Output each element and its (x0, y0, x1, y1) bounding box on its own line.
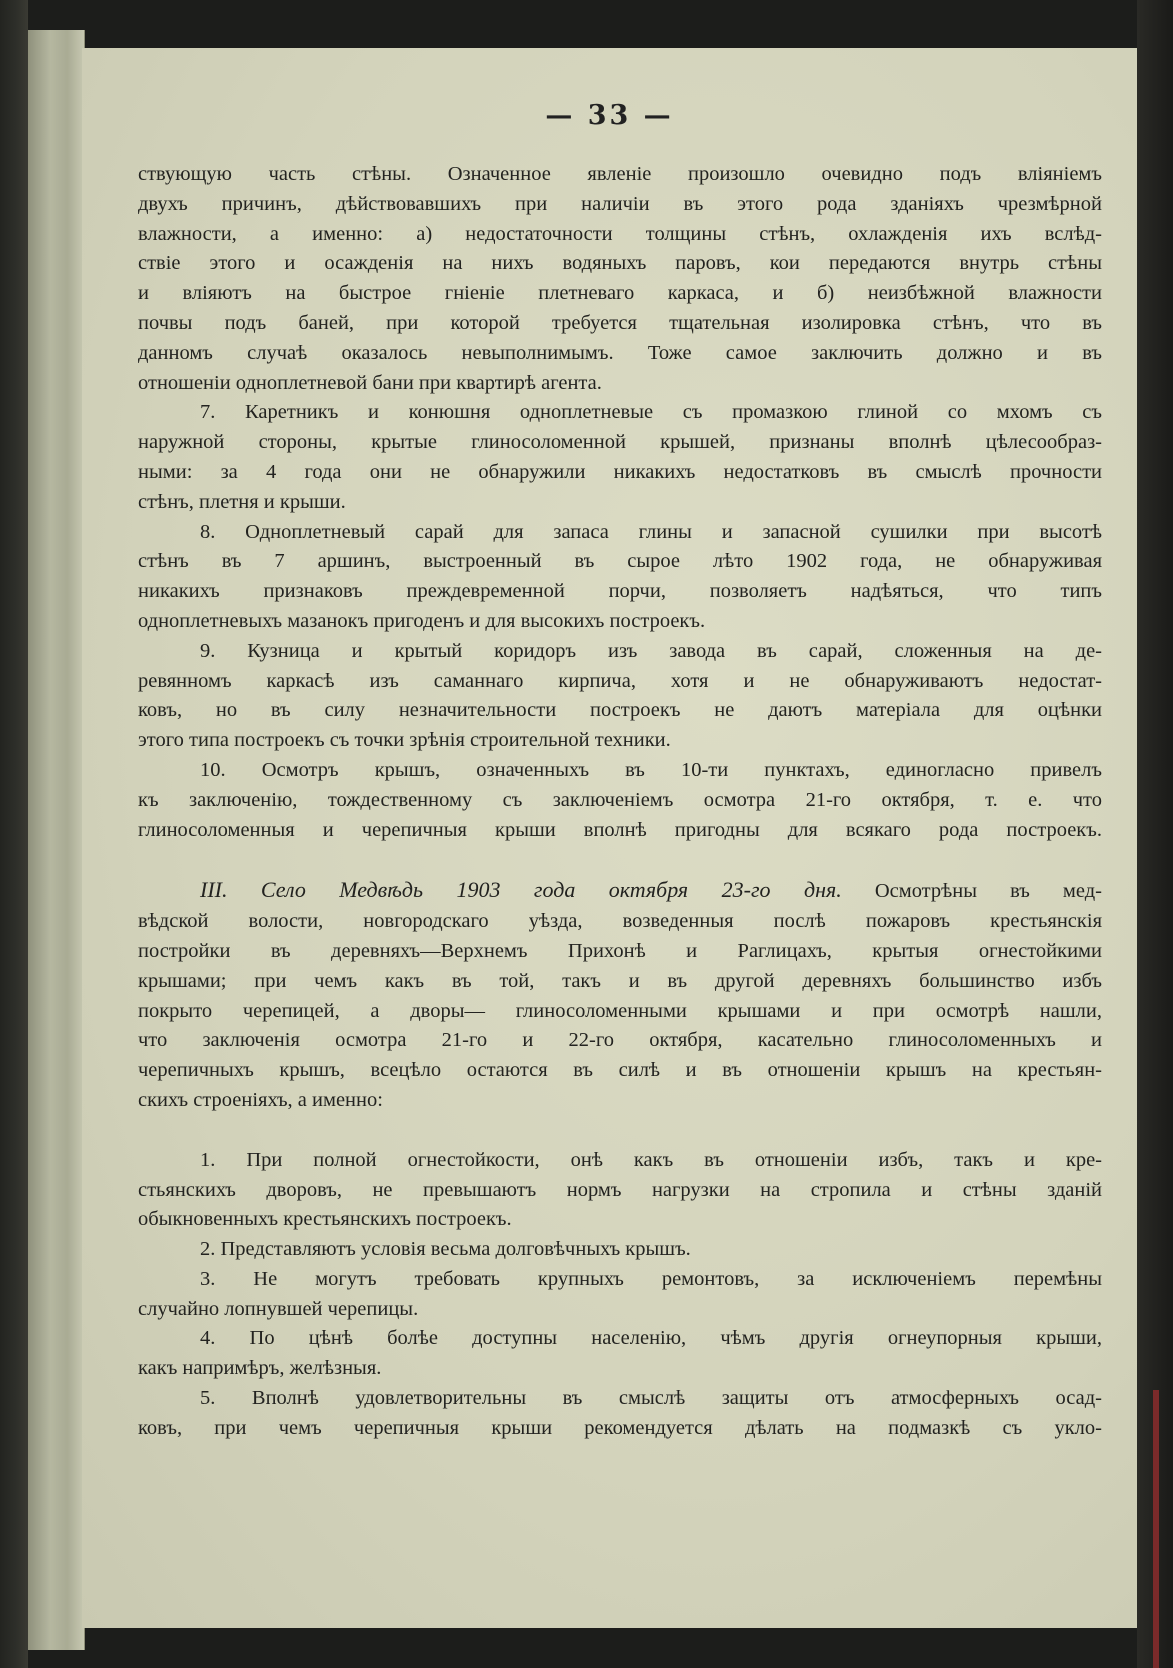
text-line: 2. Представляютъ условія весьма долговѣчныхъ крышъ. (200, 1238, 691, 1261)
section-first-line-rest: Осмотрѣны въ мед- (841, 880, 1102, 903)
section-iii (138, 875, 1102, 1115)
text-line: что заключенія осмотра 21-го и 22-го октября, касательно глиносоломенныхъ и (138, 1029, 1102, 1052)
paragraph-item-9 (138, 637, 1102, 756)
body-text (138, 160, 1102, 1444)
text-line: постройки въ деревняхъ—Верхнемъ Прихонѣ и Раглицахъ, крытыя огнестойкими (138, 939, 1102, 962)
paragraph-item-8 (138, 518, 1102, 637)
paragraph-continuation (138, 160, 1102, 398)
cover-edge (1153, 1390, 1159, 1668)
text-line: случайно лопнувшей черепицы. (138, 1297, 419, 1320)
text-line: ствующую часть стѣны. Означенное явленіе произошло очевидно подъ вліяніемъ (138, 163, 1102, 185)
text-line: къ заключенію, тождественному съ заключеніемъ осмотра 21-го октября, т. е. что (138, 788, 1102, 811)
page-number: — 33 — (545, 100, 674, 131)
page-edge (28, 30, 85, 1650)
paragraph-item-7 (138, 398, 1102, 517)
text-line: стѣнъ въ 7 аршинъ, выстроенный въ сырое лѣто 1902 года, не обнаруживая (138, 550, 1102, 573)
text-line: данномъ случаѣ оказалось невыполнимымъ. Тоже самое заключить должно и въ (138, 341, 1102, 364)
list-item-4 (138, 1324, 1102, 1384)
text-line: покрыто черепицей, а дворы— глиносоломенными крышами и при осмотрѣ нашли, (138, 999, 1102, 1022)
text-line: скихъ строеніяхъ, а именно: (138, 1088, 383, 1111)
section-gap (138, 845, 1102, 875)
list-item-2 (138, 1235, 1102, 1265)
text-line: и вліяютъ на быстрое гніеніе плетневаго каркаса, и б) неизбѣжной влажности (138, 282, 1102, 305)
text-line: влажности, а именно: а) недостаточности толщины стѣнъ, охлажденія ихъ вслѣд- (138, 222, 1102, 245)
text-line: 3. Не могутъ требовать крупныхъ ремонтовъ, за исключеніемъ перемѣны (200, 1267, 1102, 1290)
text-line: 5. Вполнѣ удовлетворительны въ смыслѣ защиты отъ атмосферныхъ осад- (200, 1387, 1102, 1410)
text-line: ревянномъ каркасѣ изъ саманнаго кирпича, хотя и не обнаруживаютъ недостат- (138, 669, 1102, 692)
text-line: никакихъ признаковъ преждевременной порчи, позволяетъ надѣяться, что типъ (138, 580, 1102, 603)
text-line: ковъ, при чемъ черепичныя крыши рекомендуется дѣлать на подмазкѣ съ укло- (138, 1416, 1102, 1439)
text-line: крышами; при чемъ какъ въ той, такъ и въ другой деревняхъ большинство избъ (138, 969, 1102, 992)
text-line: 7. Каретникъ и конюшня одноплетневые съ промазкою глиной со мхомъ съ (200, 401, 1102, 424)
document-page (82, 48, 1137, 1628)
section-heading: III. Село Медвѣдь 1903 года октября 23-го дня. (200, 877, 842, 903)
numbered-list (138, 1146, 1102, 1444)
binding-shadow (0, 0, 28, 1668)
text-line: 10. Осмотръ крышъ, означенныхъ въ 10-ти пунктахъ, единогласно привелъ (200, 758, 1102, 781)
text-line: стьянскихъ дворовъ, не превышаютъ нормъ нагрузки на стропила и стѣны зданій (138, 1178, 1102, 1201)
text-line: 4. По цѣнѣ болѣе доступны населенію, чѣмъ другія огнеупорныя крыши, (200, 1327, 1102, 1350)
text-line: обыкновенныхъ крестьянскихъ построекъ. (138, 1208, 512, 1231)
text-line: 1. При полной огнестойкости, онѣ какъ въ отношеніи избъ, такъ и кре- (200, 1148, 1102, 1171)
text-line: отношеніи одноплетневой бани при квартирѣ агента. (138, 371, 602, 394)
list-item-5 (138, 1384, 1102, 1444)
list-item-3 (138, 1265, 1102, 1325)
text-line: ствіе этого и осажденія на нихъ водяныхъ паровъ, кои передаются внутрь стѣны (138, 252, 1102, 275)
list-item-1 (138, 1146, 1102, 1235)
list-gap (138, 1116, 1102, 1146)
paragraph-item-10 (138, 756, 1102, 845)
text-line: почвы подъ баней, при которой требуется тщательная изолировка стѣнъ, что въ (138, 311, 1102, 334)
text-line: ными: за 4 года они не обнаружили никакихъ недостатковъ въ смыслѣ прочности (138, 460, 1102, 483)
text-line: ковъ, но въ силу незначительности построекъ не даютъ матеріала для оцѣнки (138, 699, 1102, 722)
text-line: черепичныхъ крышъ, всецѣло остаются въ силѣ и въ отношеніи крышъ на крестьян- (138, 1059, 1102, 1082)
text-line: вѣдской волости, новгородскаго уѣзда, возведенныя послѣ пожаровъ крестьянскія (138, 910, 1102, 933)
text-line: какъ напримѣръ, желѣзныя. (138, 1357, 382, 1380)
text-line: стѣнъ, плетня и крыши. (138, 490, 346, 513)
text-line: 9. Кузница и крытый коридоръ изъ завода въ сарай, сложенныя на де- (200, 639, 1102, 662)
text-line: этого типа построекъ съ точки зрѣнія строительной техники. (138, 729, 671, 752)
text-line: наружной стороны, крытые глиносоломенной крышей, признаны вполнѣ цѣлесообраз- (138, 431, 1102, 454)
text-line: двухъ причинъ, дѣйствовавшихъ при наличіи въ этого рода зданіяхъ чрезмѣрной (138, 192, 1102, 215)
text-line: 8. Одноплетневый сарай для запаса глины и запасной сушилки при высотѣ (200, 520, 1102, 543)
text-line: одноплетневыхъ мазанокъ пригоденъ и для высокихъ построекъ. (138, 609, 706, 632)
section-first-line (138, 875, 1102, 907)
text-line: глиносоломенныя и черепичныя крыши вполнѣ пригодны для всякаго рода построекъ. (138, 818, 1102, 841)
